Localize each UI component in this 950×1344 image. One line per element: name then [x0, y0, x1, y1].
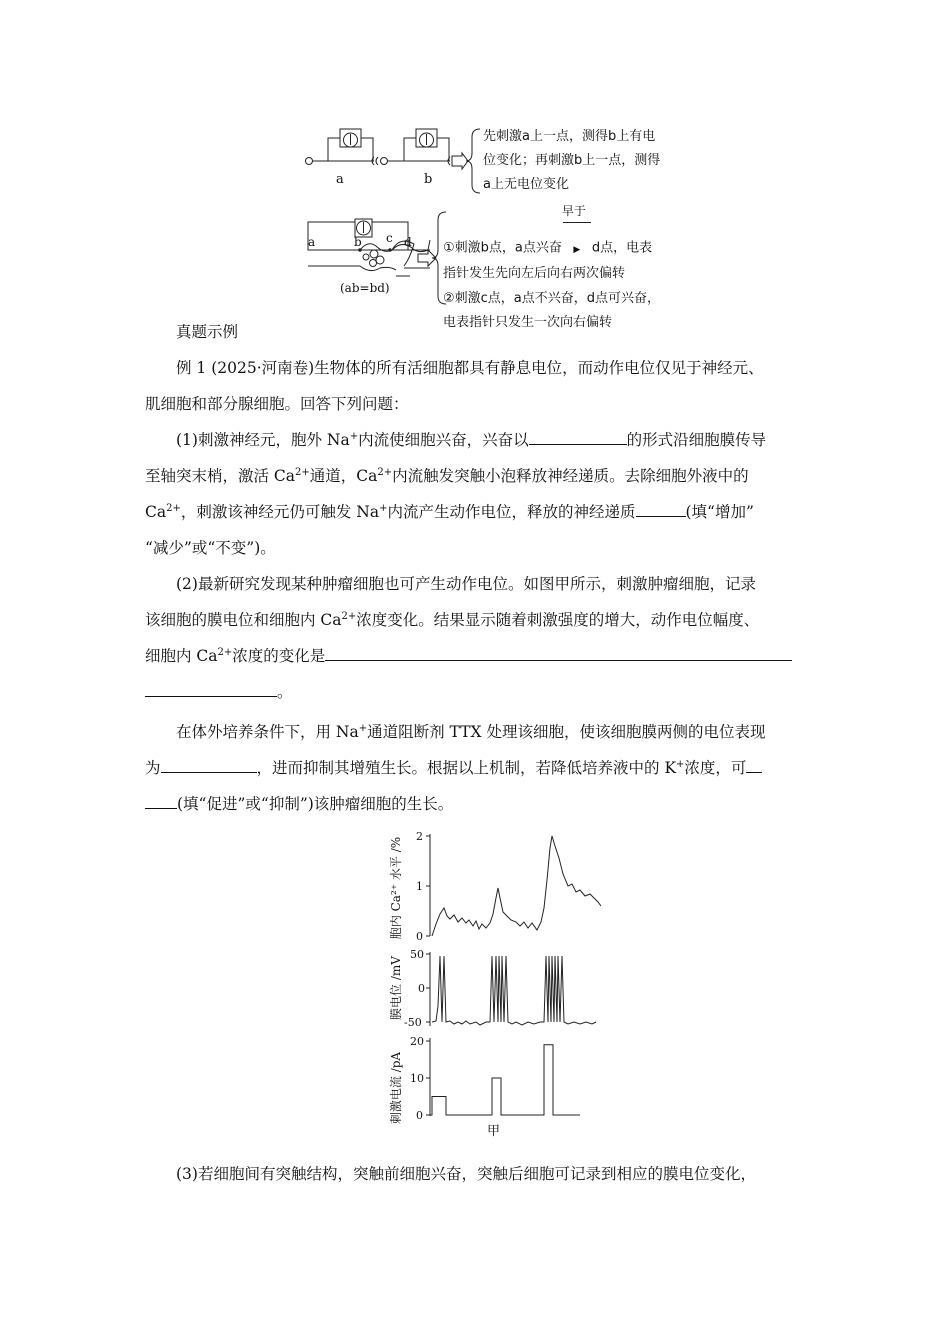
- figure-jia-svg: [380, 826, 620, 1146]
- text: (1)刺激神经元，胞外 Na: [176, 431, 350, 449]
- label-a: a: [308, 235, 316, 249]
- q2b-line1: [145, 714, 838, 751]
- diagram2-line3: ②刺激c点，a点不兴奋，d点可兴奋，: [443, 290, 661, 306]
- superscript: 2+: [295, 467, 310, 478]
- text: 在体外培养条件下，用 Na: [176, 723, 359, 741]
- section-title: 真题示例: [176, 323, 239, 341]
- superscript: +: [379, 503, 388, 514]
- tick: -50: [404, 1016, 422, 1029]
- line1-text: ①刺激b点，a点兴奋: [443, 240, 562, 256]
- text: 的形式沿细胞膜传导: [626, 431, 767, 449]
- diagram1-notes: [483, 125, 660, 197]
- q2-line2: [145, 602, 807, 639]
- q1-line1: [145, 422, 838, 459]
- diagram2-line2: 指针发生先向左后向右两次偏转: [443, 266, 626, 281]
- diagram1-line: 先刺激a上一点，测得b上有电: [483, 129, 656, 144]
- superscript: 2+: [341, 611, 357, 622]
- diagram2-caption: (ab=bd): [340, 281, 390, 295]
- panel2-ylabel: 膜电位 /mV: [389, 956, 403, 1020]
- label-b: b: [354, 235, 362, 249]
- text: 通道阻断剂 TTX 处理该细胞，使该细胞膜两侧的电位表现: [367, 723, 766, 741]
- text: 细胞内 Ca: [145, 647, 218, 665]
- q1-line4: “减少”或“不变”)。: [145, 539, 276, 557]
- text: 浓度变化。结果显示随着刺激强度的增大，动作电位幅度、: [356, 611, 760, 629]
- text: 该细胞的膜电位和细胞内 Ca: [145, 611, 342, 629]
- q2-line4: [145, 674, 807, 711]
- superscript: 2+: [377, 467, 393, 478]
- figure-caption: 甲: [487, 1124, 501, 1139]
- q2b-line3: [145, 786, 807, 823]
- superscript: +: [676, 759, 685, 770]
- panel3-ylabel: 刺激电流 /pA: [389, 1051, 403, 1125]
- membrane-potential-trace: [432, 956, 596, 1025]
- text: 浓度，可: [684, 759, 747, 777]
- calcium-level-trace: [432, 836, 601, 936]
- text: ，刺激该神经元仍可触发 Na: [180, 503, 380, 521]
- tick: 0: [418, 982, 425, 995]
- q3-line1: (3)若细胞间有突触结构，突触前细胞兴奋，突触后细胞可记录到相应的膜电位变化，: [176, 1165, 756, 1183]
- label-d: d: [404, 235, 412, 249]
- text: 内流产生动作电位，释放的神经递质: [387, 503, 636, 521]
- q2-line1: (2)最新研究发现某种肿瘤细胞也可产生动作电位。如图甲所示，刺激肿瘤细胞，记录: [176, 575, 756, 593]
- label-b: b: [424, 172, 433, 187]
- text: Ca: [145, 503, 167, 521]
- diagram2-line1: [443, 204, 660, 262]
- text: 至轴突末梢，激活 Ca: [145, 467, 296, 485]
- text: 内流触发突触小泡释放神经递质。去除细胞外液中的: [392, 467, 749, 485]
- diagram1-line: 位变化；再刺激b上一点，测得: [483, 153, 661, 168]
- label-a: a: [336, 172, 344, 187]
- superscript: 2+: [166, 503, 181, 514]
- q1-line3: [145, 494, 807, 531]
- q2-line3: [145, 638, 807, 675]
- text: 内流使细胞兴奋，兴奋以: [358, 431, 529, 449]
- example-line1: 例 1 (2025·河南卷)生物体的所有活细胞都具有静息电位，而动作电位仅见于神经元、: [176, 359, 764, 377]
- answer-blank[interactable]: [145, 790, 177, 809]
- answer-blank[interactable]: [325, 642, 792, 661]
- tick: 0: [416, 930, 423, 943]
- tick: 1: [416, 880, 423, 893]
- arrow-earlier-than: 早于 ▶: [562, 212, 592, 262]
- figure-jia: [380, 826, 620, 1146]
- text: (填“促进”或“抑制”)该肿瘤细胞的生长。: [177, 795, 454, 813]
- answer-blank[interactable]: [746, 754, 762, 773]
- text: ，进而抑制其增殖生长。根据以上机制，若降低培养液中的 K: [256, 759, 677, 777]
- tick: 20: [410, 1035, 424, 1048]
- text: 浓度的变化是: [232, 647, 326, 665]
- panel1-ylabel: 胞内 Ca²⁺ 水平 /%: [389, 836, 403, 940]
- answer-blank[interactable]: [161, 754, 257, 773]
- tick: 2: [416, 830, 423, 843]
- answer-blank[interactable]: [636, 498, 686, 517]
- stimulus-current-trace: [430, 1045, 580, 1115]
- answer-blank[interactable]: [145, 678, 277, 697]
- q2b-line2: [145, 750, 807, 787]
- line1-text-post: d点，电表: [591, 240, 653, 256]
- text: 。: [277, 683, 293, 701]
- diagram-neuron-synapse: [300, 204, 700, 330]
- superscript: +: [358, 723, 368, 734]
- superscript: +: [349, 431, 359, 442]
- text: (填“增加”: [685, 503, 754, 521]
- answer-blank[interactable]: [529, 426, 627, 445]
- tick: 0: [416, 1109, 423, 1122]
- diagram1-line: a上无电位变化: [483, 177, 569, 192]
- example-line2: 肌细胞和部分腺细胞。回答下列问题：: [145, 395, 409, 413]
- arrow-label: 早于: [561, 204, 586, 218]
- tick: 50: [410, 948, 424, 961]
- q1-line2: [145, 458, 807, 495]
- text: 通道，Ca: [309, 467, 378, 485]
- label-c: c: [386, 231, 393, 245]
- diagram-one-way-transmission: [300, 125, 700, 197]
- diagram2-line4: 电表指针只发生一次向右偏转: [443, 315, 613, 330]
- superscript: 2+: [217, 647, 233, 658]
- text: 为: [145, 759, 161, 777]
- tick: 10: [410, 1072, 424, 1085]
